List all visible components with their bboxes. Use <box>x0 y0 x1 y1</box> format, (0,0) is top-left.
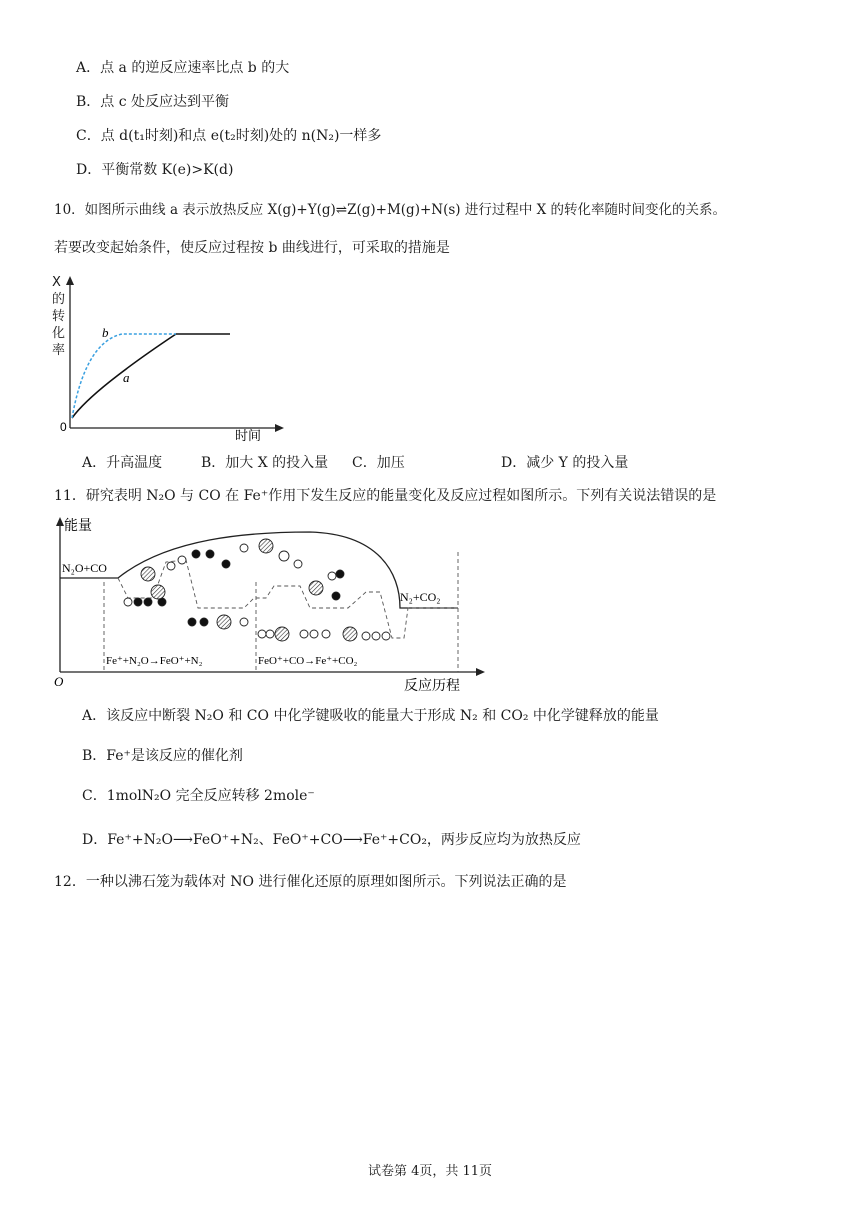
q9-option-a: A．点 a 的逆反应速率比点 b 的大 <box>76 60 290 76</box>
q10-option-d: D．减少 Y 的投入量 <box>501 455 629 471</box>
q11-option-b: B．Fe⁺是该反应的催化剂 <box>82 748 243 764</box>
q11-option-d: D．Fe⁺+N₂O⟶FeO⁺+N₂、FeO⁺+CO⟶Fe⁺+CO₂，两步反应均为放热反应 <box>82 832 581 848</box>
q11-origin: O <box>54 674 64 689</box>
q12-stem: 12．一种以沸石笼为载体对 NO 进行催化还原的原理如图所示。下列说法正确的是 <box>54 874 567 890</box>
q11-option-c: C．1molN₂O 完全反应转移 2mole⁻ <box>82 788 315 804</box>
q10-option-c: C．加压 <box>352 455 405 471</box>
q10-option-b: B．加大 X 的投入量 <box>201 455 329 471</box>
q11-option-a: A．该反应中断裂 N₂O 和 CO 中化学键吸收的能量大于形成 N₂ 和 CO₂ 中化学键释放的能量 <box>82 708 659 724</box>
q11-products: N₂+CO₂ <box>400 590 441 604</box>
page-footer: 试卷第 4页，共 11页 <box>367 1164 493 1179</box>
q11-y-arrow <box>56 517 64 526</box>
q11-reactants: N₂O+CO <box>62 561 107 575</box>
q10-stem-line2: 若要改变起始条件，使反应过程按 b 曲线进行，可采取的措施是 <box>54 240 450 256</box>
q10-stem-line1: 10．如图所示曲线 a 表示放热反应 X(g)+Y(g)⇌Z(g)+M(g)+N(s) 进行过程中 X 的转化率随时间变化的关系。 <box>54 202 727 218</box>
q9-option-b: B．点 c 处反应达到平衡 <box>76 94 230 110</box>
q11-x-arrow <box>476 668 485 676</box>
q11-y-label: 能量 <box>64 518 92 534</box>
q11-energy-figure <box>48 512 488 694</box>
q10-y-label: X的转化率 <box>52 275 66 358</box>
q10-origin: 0 <box>60 420 67 434</box>
q11-molecule-icons <box>124 539 390 641</box>
q10-x-label: 时间 <box>235 429 262 444</box>
q11-energy-curve <box>60 532 458 608</box>
q10-label-b: b <box>102 325 109 340</box>
q11-stem: 11．研究表明 N₂O 与 CO 在 Fe⁺作用下发生反应的能量变化及反应过程如图所示。下列有关说法错误的是 <box>54 488 717 504</box>
q11-x-label: 反应历程 <box>404 678 460 694</box>
q10-curve-a <box>72 334 230 418</box>
q10-conversion-figure <box>50 268 290 448</box>
q10-option-a: A．升高温度 <box>82 455 163 471</box>
q9-option-c: C．点 d(t₁时刻)和点 e(t₂时刻)处的 n(N₂)一样多 <box>76 128 382 144</box>
q11-step2: FeO⁺+CO→Fe⁺+CO₂ <box>258 655 358 667</box>
q10-x-arrow <box>275 424 284 432</box>
q10-label-a: a <box>123 370 130 385</box>
q11-step1: Fe⁺+N₂O→FeO⁺+N₂ <box>106 655 203 667</box>
q9-option-d: D．平衡常数 K(e)>K(d) <box>76 162 234 178</box>
